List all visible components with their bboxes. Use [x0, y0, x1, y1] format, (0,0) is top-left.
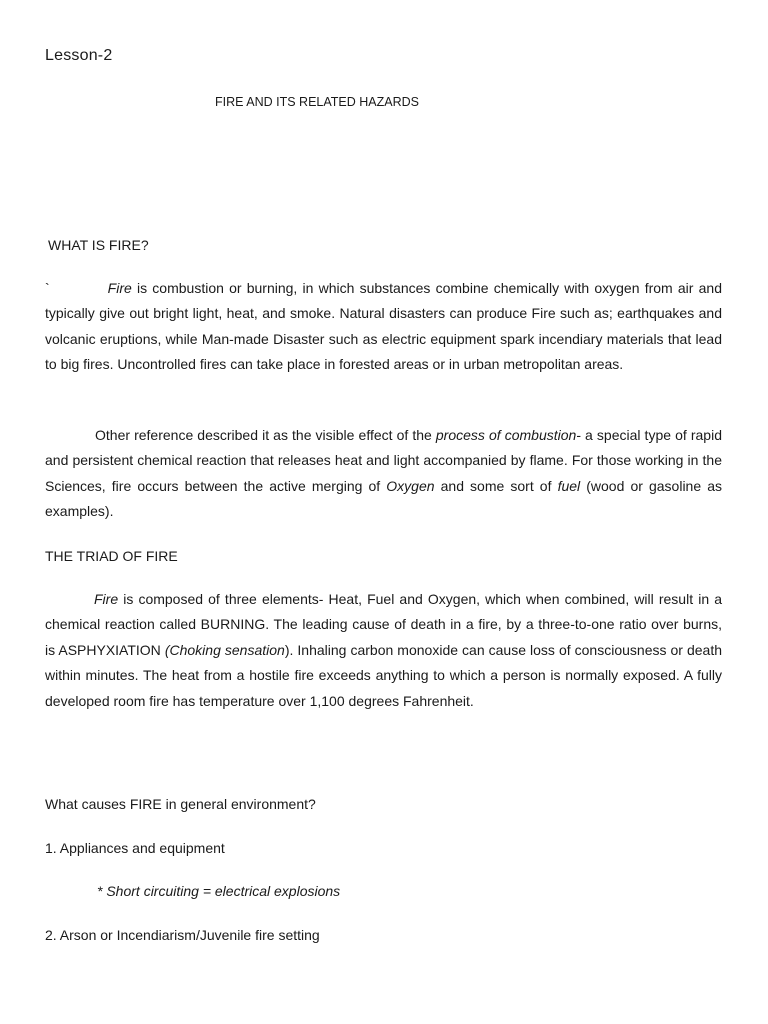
paragraph-triad: [45, 587, 722, 714]
combustion-text-3: and some sort of: [434, 477, 558, 494]
combustion-italic-1: process of combustion: [435, 427, 577, 443]
document-title: [0, 94, 634, 110]
lesson-label: Lesson-2: [45, 47, 113, 64]
list-item-appliances: 1. Appliances and equipment: [45, 840, 225, 856]
triad-italic-choking: (Choking sensation: [164, 641, 285, 658]
triad-text-2: ). Inhaling carbon monoxide can cause loss of consciousness or death within minutes. The heat from a hostile fire exceeds anything to which a person is normally exposed. A fully developed room fire has temperature over 1,100 degrees Fahrenheit.: [45, 641, 723, 709]
paragraph-combustion: [45, 423, 722, 525]
combustion-text-4: (wood or gasoline as examples).: [45, 477, 722, 520]
heading-triad-of-fire: THE TRIAD OF FIRE: [45, 548, 178, 564]
fire-word: Fire: [107, 280, 132, 296]
list-subitem-short-circuit: * Short circuiting = electrical explosions: [97, 883, 341, 899]
combustion-italic-fuel: fuel: [557, 477, 581, 494]
backtick-mark: `: [45, 280, 50, 296]
question-causes: What causes FIRE in general environment?: [45, 796, 316, 812]
fire-definition-text: is combustion or burning, in which substances combine chemically with oxygen from air and typically give out bright light, heat, and smoke. Natural disasters can produce Fire such as; earthquakes and volcanic eruptions, while Man-made Disaster such as electric equipment spark incendiary materials that lead to big fires. Uncontrolled fires can take place in forested areas or in urban metropolitan areas.: [45, 280, 722, 373]
combustion-text-1: Other reference described it as the visible effect of the: [95, 427, 436, 443]
triad-fire-word: Fire: [94, 591, 119, 607]
list-item-arson: 2. Arson or Incendiarism/Juvenile fire setting: [45, 927, 320, 943]
combustion-text-2: - a special type of rapid and persistent chemical reaction that releases heat and light accompanied by flame. For those working in the Sciences, fire occurs between the active merging of: [45, 427, 722, 494]
combustion-italic-oxygen: Oxygen: [386, 477, 435, 494]
document-title-text: FIRE AND ITS RELATED HAZARDS: [215, 95, 419, 109]
heading-what-is-fire: WHAT IS FIRE?: [48, 237, 149, 253]
paragraph-fire-definition: [45, 276, 722, 378]
triad-text-1: is composed of three elements- Heat, Fuel and Oxygen, which when combined, will result in a chemical reaction called BURNING. The leading cause of death in a fire, by a three-to-one ratio over burns, is ASPHYXIATION: [45, 591, 722, 658]
